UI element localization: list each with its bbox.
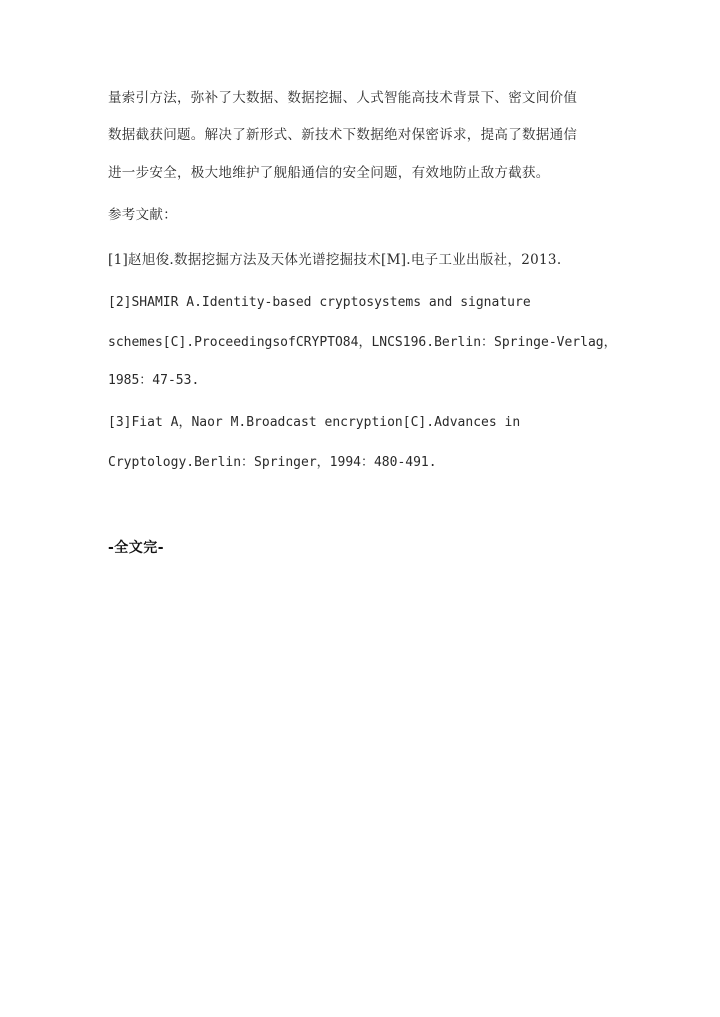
reference-2-line-2: schemes[C].ProceedingsofCRYPTO84，LNCS196.Berlin：Springe-Verlag， — [108, 335, 617, 350]
reference-3-line-1: [3]Fiat A，Naor M.Broadcast encryption[C].Advances in — [108, 415, 521, 430]
body-line-1: 量索引方法，弥补了大数据、数据挖掘、人式智能高技术背景下、密文间价值 — [108, 90, 578, 106]
body-line-2: 数据截获问题。解决了新形式、新技术下数据绝对保密诉求，提高了数据通信 — [108, 127, 578, 143]
body-line-3: 进一步安全，极大地维护了舰船通信的安全问题，有效地防止敌方截获。 — [108, 165, 550, 181]
reference-2-line-3: 1985：47-53. — [108, 373, 200, 388]
end-mark: -全文完- — [108, 540, 165, 556]
references-heading: 参考文献： — [108, 207, 177, 223]
reference-3-line-2: Cryptology.Berlin：Springer，1994：480-491. — [108, 455, 437, 470]
reference-1-line-1: [1]赵旭俊.数据挖掘方法及天体光谱挖掘技术[M].电子工业出版社，2013. — [108, 252, 562, 268]
reference-2-line-1: [2]SHAMIR A.Identity-based cryptosystems and signature — [108, 295, 531, 310]
